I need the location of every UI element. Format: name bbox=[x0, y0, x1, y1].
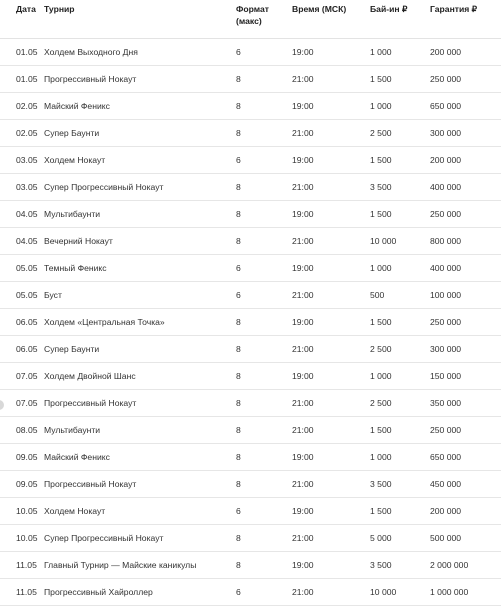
table-row bbox=[0, 525, 501, 552]
cell-tournament: Прогрессивный Нокаут bbox=[44, 66, 236, 93]
cell-format: 6 bbox=[236, 579, 292, 606]
cell-buyin: 1 500 bbox=[370, 147, 430, 174]
header-time: Время (МСК) bbox=[292, 0, 370, 39]
cell-format: 8 bbox=[236, 552, 292, 579]
cell-buyin: 1 500 bbox=[370, 66, 430, 93]
cell-tournament: Супер Баунти bbox=[44, 336, 236, 363]
cell-guarantee: 450 000 bbox=[430, 471, 501, 498]
cell-date: 04.05 bbox=[0, 228, 44, 255]
cell-format: 8 bbox=[236, 120, 292, 147]
header-buyin: Бай-ин ₽ bbox=[370, 0, 430, 39]
cell-buyin: 1 000 bbox=[370, 255, 430, 282]
cell-time: 21:00 bbox=[292, 579, 370, 606]
cell-time: 19:00 bbox=[292, 147, 370, 174]
cell-guarantee: 800 000 bbox=[430, 228, 501, 255]
header-format-line1: Формат bbox=[236, 4, 269, 14]
cell-date: 09.05 bbox=[0, 471, 44, 498]
cell-tournament: Прогрессивный Нокаут bbox=[44, 390, 236, 417]
cell-tournament: Прогрессивный Нокаут bbox=[44, 471, 236, 498]
cell-guarantee: 100 000 bbox=[430, 282, 501, 309]
cell-date: 06.05 bbox=[0, 336, 44, 363]
cell-format: 8 bbox=[236, 309, 292, 336]
cell-tournament: Буст bbox=[44, 282, 236, 309]
table-row bbox=[0, 417, 501, 444]
cell-time: 19:00 bbox=[292, 444, 370, 471]
cell-date: 03.05 bbox=[0, 147, 44, 174]
cell-time: 19:00 bbox=[292, 255, 370, 282]
cell-date: 11.05 bbox=[0, 579, 44, 606]
cell-time: 19:00 bbox=[292, 309, 370, 336]
cell-time: 21:00 bbox=[292, 417, 370, 444]
cell-time: 21:00 bbox=[292, 120, 370, 147]
cell-guarantee: 250 000 bbox=[430, 66, 501, 93]
cell-tournament: Супер Баунти bbox=[44, 120, 236, 147]
cell-guarantee: 200 000 bbox=[430, 147, 501, 174]
cell-time: 21:00 bbox=[292, 471, 370, 498]
header-date: Дата bbox=[0, 0, 44, 39]
cell-tournament: Холдем Нокаут bbox=[44, 147, 236, 174]
cell-guarantee: 400 000 bbox=[430, 255, 501, 282]
cell-tournament: Холдем Выходного Дня bbox=[44, 39, 236, 66]
cell-buyin: 500 bbox=[370, 282, 430, 309]
cell-format: 6 bbox=[236, 255, 292, 282]
cell-format: 8 bbox=[236, 66, 292, 93]
table-row bbox=[0, 363, 501, 390]
table-row bbox=[0, 201, 501, 228]
cell-time: 21:00 bbox=[292, 336, 370, 363]
cell-buyin: 1 500 bbox=[370, 309, 430, 336]
table-row bbox=[0, 336, 501, 363]
table-row bbox=[0, 174, 501, 201]
table-row bbox=[0, 498, 501, 525]
cell-tournament: Супер Прогрессивный Нокаут bbox=[44, 174, 236, 201]
cell-buyin: 1 500 bbox=[370, 498, 430, 525]
table-row bbox=[0, 39, 501, 66]
cell-format: 8 bbox=[236, 363, 292, 390]
cell-guarantee: 650 000 bbox=[430, 93, 501, 120]
cell-date: 02.05 bbox=[0, 93, 44, 120]
cell-tournament: Холдем «Центральная Точка» bbox=[44, 309, 236, 336]
header-row bbox=[0, 0, 501, 39]
cell-guarantee: 300 000 bbox=[430, 336, 501, 363]
cell-format: 6 bbox=[236, 39, 292, 66]
cell-date: 07.05 bbox=[0, 390, 44, 417]
cell-buyin: 3 500 bbox=[370, 552, 430, 579]
cell-guarantee: 650 000 bbox=[430, 444, 501, 471]
header-tournament: Турнир bbox=[44, 0, 236, 39]
table-row bbox=[0, 120, 501, 147]
table-row bbox=[0, 93, 501, 120]
table-row bbox=[0, 390, 501, 417]
header-format bbox=[236, 0, 292, 39]
table-row bbox=[0, 66, 501, 93]
table-row bbox=[0, 471, 501, 498]
cell-guarantee: 150 000 bbox=[430, 363, 501, 390]
cell-guarantee: 400 000 bbox=[430, 174, 501, 201]
cell-tournament: Прогрессивный Хайроллер bbox=[44, 579, 236, 606]
header-guarantee: Гарантия ₽ bbox=[430, 0, 501, 39]
cell-guarantee: 1 000 000 bbox=[430, 579, 501, 606]
cell-date: 03.05 bbox=[0, 174, 44, 201]
table-row bbox=[0, 147, 501, 174]
cell-time: 21:00 bbox=[292, 282, 370, 309]
cell-date: 09.05 bbox=[0, 444, 44, 471]
cell-tournament: Майский Феникс bbox=[44, 93, 236, 120]
cell-format: 8 bbox=[236, 228, 292, 255]
cell-time: 21:00 bbox=[292, 390, 370, 417]
table-row bbox=[0, 579, 501, 606]
cell-buyin: 3 500 bbox=[370, 174, 430, 201]
cell-buyin: 1 000 bbox=[370, 444, 430, 471]
cell-format: 6 bbox=[236, 498, 292, 525]
cell-format: 8 bbox=[236, 444, 292, 471]
header-format-line2: (макс) bbox=[236, 16, 262, 26]
cell-time: 19:00 bbox=[292, 93, 370, 120]
cell-buyin: 1 000 bbox=[370, 39, 430, 66]
table-row bbox=[0, 282, 501, 309]
cell-date: 08.05 bbox=[0, 417, 44, 444]
cell-buyin: 1 000 bbox=[370, 363, 430, 390]
cell-guarantee: 500 000 bbox=[430, 525, 501, 552]
cell-date: 01.05 bbox=[0, 66, 44, 93]
cell-date: 10.05 bbox=[0, 498, 44, 525]
cell-format: 6 bbox=[236, 147, 292, 174]
cell-format: 8 bbox=[236, 390, 292, 417]
cell-time: 21:00 bbox=[292, 228, 370, 255]
cell-tournament: Мультибаунти bbox=[44, 417, 236, 444]
cell-guarantee: 250 000 bbox=[430, 309, 501, 336]
cell-format: 6 bbox=[236, 282, 292, 309]
cell-tournament: Темный Феникс bbox=[44, 255, 236, 282]
table-row bbox=[0, 309, 501, 336]
cell-format: 8 bbox=[236, 525, 292, 552]
cell-tournament: Главный Турнир — Майские каникулы bbox=[44, 552, 236, 579]
cell-guarantee: 250 000 bbox=[430, 201, 501, 228]
cell-guarantee: 250 000 bbox=[430, 417, 501, 444]
cell-buyin: 1 500 bbox=[370, 201, 430, 228]
cell-time: 21:00 bbox=[292, 525, 370, 552]
cell-date: 04.05 bbox=[0, 201, 44, 228]
cell-time: 19:00 bbox=[292, 39, 370, 66]
cell-tournament: Холдем Нокаут bbox=[44, 498, 236, 525]
cell-date: 06.05 bbox=[0, 309, 44, 336]
table-row bbox=[0, 444, 501, 471]
cell-guarantee: 300 000 bbox=[430, 120, 501, 147]
cell-tournament: Вечерний Нокаут bbox=[44, 228, 236, 255]
cell-guarantee: 200 000 bbox=[430, 39, 501, 66]
cell-buyin: 10 000 bbox=[370, 228, 430, 255]
cell-buyin: 1 000 bbox=[370, 93, 430, 120]
cell-time: 21:00 bbox=[292, 66, 370, 93]
cell-date: 05.05 bbox=[0, 282, 44, 309]
cell-format: 8 bbox=[236, 93, 292, 120]
cell-time: 19:00 bbox=[292, 498, 370, 525]
cell-format: 8 bbox=[236, 174, 292, 201]
cell-time: 19:00 bbox=[292, 363, 370, 390]
cell-buyin: 5 000 bbox=[370, 525, 430, 552]
cell-date: 10.05 bbox=[0, 525, 44, 552]
cell-date: 07.05 bbox=[0, 363, 44, 390]
table-row bbox=[0, 552, 501, 579]
cell-buyin: 10 000 bbox=[370, 579, 430, 606]
cell-tournament: Майский Феникс bbox=[44, 444, 236, 471]
cell-time: 19:00 bbox=[292, 201, 370, 228]
cell-tournament: Холдем Двойной Шанс bbox=[44, 363, 236, 390]
table-header bbox=[0, 0, 501, 39]
cell-guarantee: 350 000 bbox=[430, 390, 501, 417]
cell-format: 8 bbox=[236, 336, 292, 363]
cell-buyin: 1 500 bbox=[370, 417, 430, 444]
cell-guarantee: 2 000 000 bbox=[430, 552, 501, 579]
cell-buyin: 2 500 bbox=[370, 120, 430, 147]
cell-tournament: Мультибаунти bbox=[44, 201, 236, 228]
cell-format: 8 bbox=[236, 201, 292, 228]
cell-date: 05.05 bbox=[0, 255, 44, 282]
cell-buyin: 2 500 bbox=[370, 336, 430, 363]
cell-format: 8 bbox=[236, 417, 292, 444]
cell-guarantee: 200 000 bbox=[430, 498, 501, 525]
cell-time: 21:00 bbox=[292, 174, 370, 201]
cell-date: 02.05 bbox=[0, 120, 44, 147]
table-row bbox=[0, 228, 501, 255]
cell-buyin: 2 500 bbox=[370, 390, 430, 417]
cell-buyin: 3 500 bbox=[370, 471, 430, 498]
table-row bbox=[0, 255, 501, 282]
cell-format: 8 bbox=[236, 471, 292, 498]
cell-date: 01.05 bbox=[0, 39, 44, 66]
cell-date: 11.05 bbox=[0, 552, 44, 579]
cell-time: 19:00 bbox=[292, 552, 370, 579]
cell-tournament: Супер Прогрессивный Нокаут bbox=[44, 525, 236, 552]
table-body bbox=[0, 39, 501, 606]
